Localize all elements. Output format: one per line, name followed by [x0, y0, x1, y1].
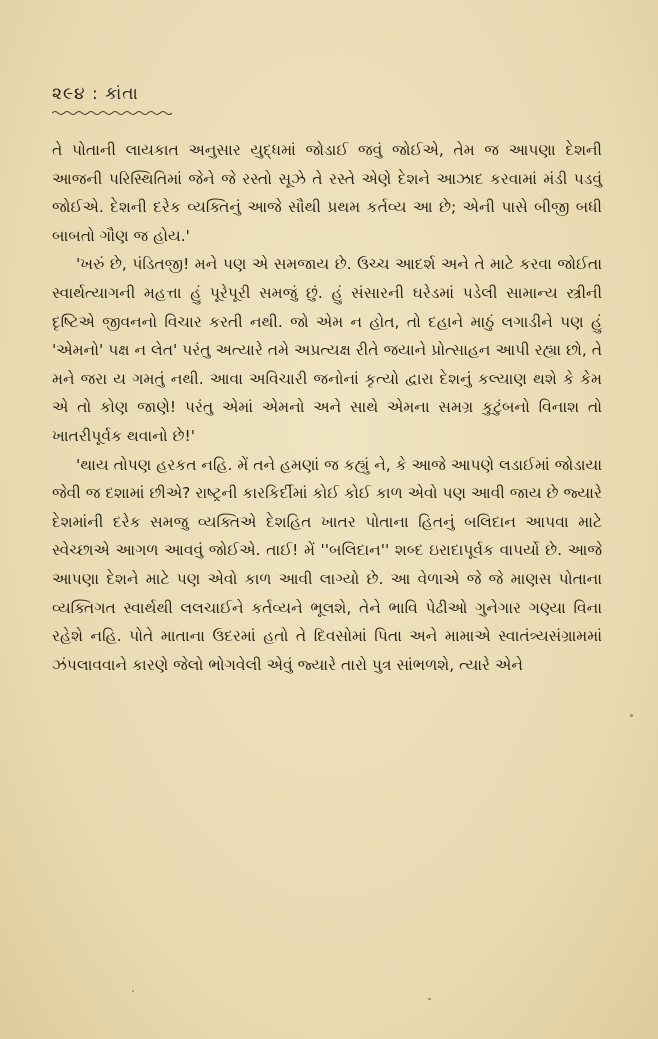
paragraph-kanta-reply: 'ખરું છે, પંડિતજી! મને પણ એ સમજાય છે. ઉચ્ચ આદર્શ અને તે માટે કરવા જોઈતા સ્વાર્થત્યાગની મહત્તા હું પૂરેપૂરી સમજું છું. હું સંસારની ઘરેડમાં પડેલી સામાન્ય સ્ત્રીની દૃષ્ટિએ જીવનનો વિચાર કરતી નથી. જો એમ ન હોત, તો દહાને માઠું લગાડીને પણ હું 'એમનો' પક્ષ ન લેત' પરંતુ અત્યારે તમે અપ્રત્યક્ષ રીતે જયાને પ્રોત્સાહન આપી રહ્યા છો, તે મને જરા ય ગમતું નથી. આવા અવિચારી જનોનાં કૃત્યો દ્વારા દેશનું કલ્યાણ થશે કે કેમ એ તો કોણ જાણે! પરંતુ એમાં એમનો અને સાથે એમના સમગ્ર કુટુંબનો વિનાશ તો ખાતરીપૂર્વક થવાનો છે!' [52, 255, 602, 445]
paragraph-panditji-reply: 'થાય તોપણ હરકત નહિ. મેં તને હમણાં જ કહ્યું ને, કે આજે આપણે લડાઈમાં જોડાયા જેવી જ દશામાં છીએ? રાષ્ટ્રની કારકિર્દીમાં કોઈ કોઈ કાળ એવો પણ આવી જાય છે જ્યારે દેશમાંની દરેક સમજુ વ્યક્તિએ દેશહિત ખાતર પોતાના હિતનું બલિદાન આપવા માટે સ્વેચ્છાએ આગળ આવવું જોઈએ. તાઈ! મેં ''બલિદાન'' શબ્દ ઇરાદાપૂર્વક વાપર્યો છે. આજે આપણા દેશને માટે પણ એવો કાળ આવી લાગ્યો છે. આ વેળાએ જે જે માણસ પોતાના વ્યક્તિગત સ્વાર્થથી લલચાઈને કર્તવ્યને ભૂલશે, તેને ભાવિ પેઢીઓ ગુનેગાર ગણ્યા વિના રહેશે નહિ. પોતે માતાના ઉદરમાં હતો તે દિવસોમાં પિતા અને મામાએ સ્વાતંત્ર્યસંગ્રામમાં ઝંપલાવવાને કારણે જેલો ભોગવેલી એવું જ્યારે તારો પુત્ર સાંભળશે, ત્યારે એને [52, 455, 602, 674]
paper-speck [132, 990, 134, 992]
body-text [52, 136, 602, 679]
header-wavy-rule [52, 110, 172, 116]
header-separator: : [92, 84, 99, 104]
paper-speck [630, 714, 633, 717]
book-title: કાંતા [105, 84, 139, 104]
paragraph-continuation: તે પોતાની લાયકાત અનુસાર યુદ્ધમાં જોડાઈ જવું જોઈએ, તેમ જ આપણા દેશની આજની પરિસ્થિતિમાં જેને જે રસ્તો સૂઝે તે રસ્તે એણે દેશને આઝાદ કરવામાં મંડી પડવું જોઈએ. દેશની દરેક વ્યક્તિનું આજે સૌથી પ્રથમ કર્તવ્ય આ છે; એની પાસે બીજી બધી બાબતો ગૌણ જ હોય.' [52, 141, 602, 245]
page-number: ૨૯૪ [52, 84, 86, 104]
page-header [52, 84, 139, 104]
paper-speck [428, 998, 431, 1000]
